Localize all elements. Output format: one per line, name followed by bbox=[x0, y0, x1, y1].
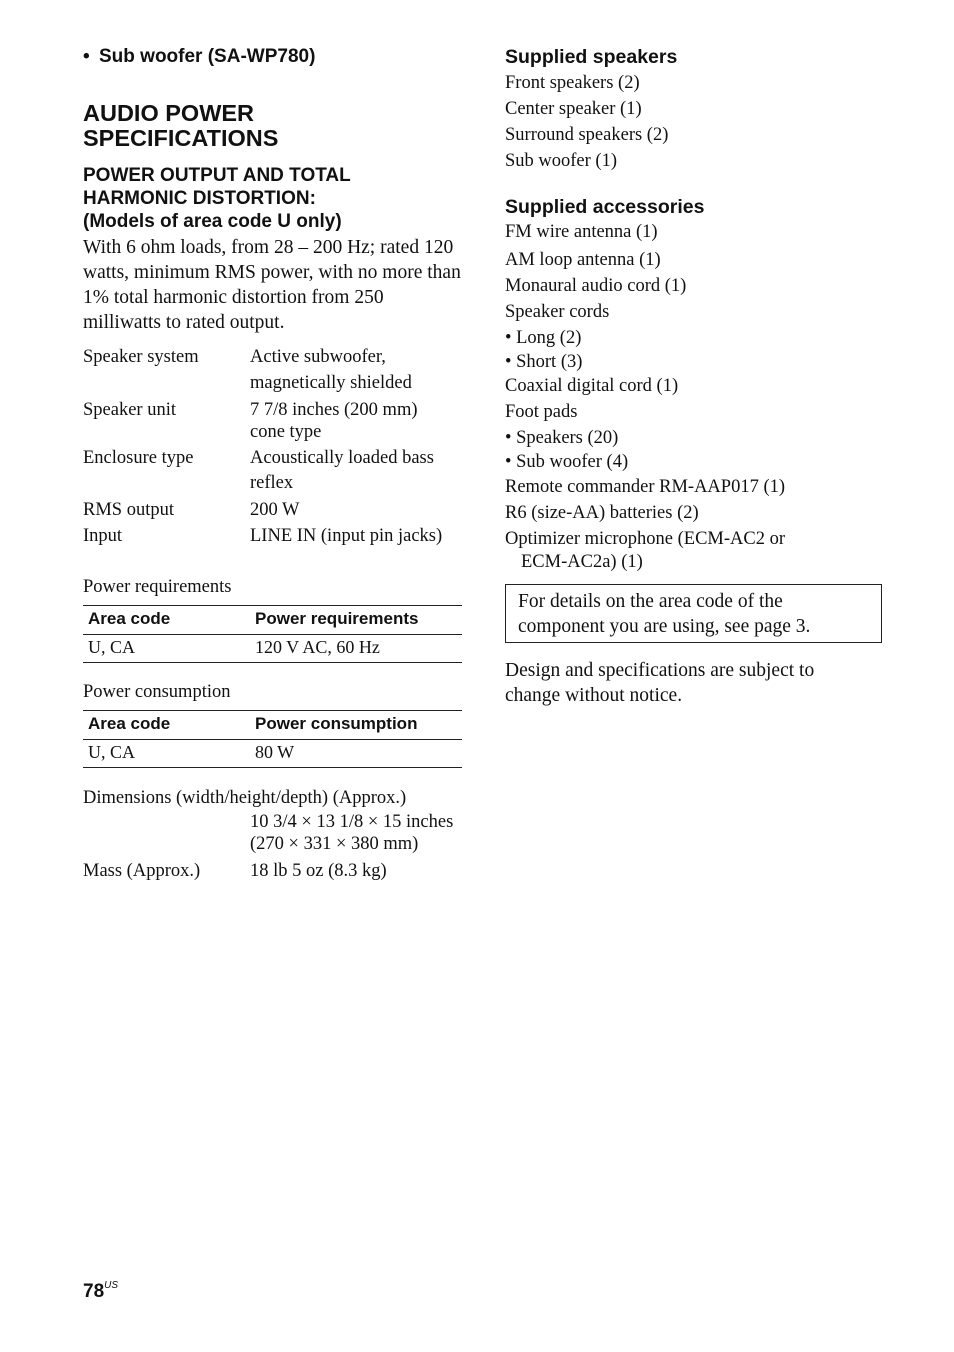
list-item: Monaural audio cord (1) bbox=[505, 276, 687, 296]
supplied-accessories-heading: Supplied accessories bbox=[505, 196, 705, 218]
column-header: Power consumption bbox=[250, 711, 462, 740]
spec-row: Speaker system Active subwoofer, magnetically shielded bbox=[83, 347, 412, 393]
supplied-speakers-heading: Supplied speakers bbox=[505, 46, 678, 68]
spec-row: Input LINE IN (input pin jacks) bbox=[83, 526, 443, 546]
table-row: U, CA 80 W bbox=[83, 740, 462, 768]
area-code-note-box: For details on the area code of the component you are using, see page 3. bbox=[505, 584, 882, 643]
list-item: • Sub woofer (4) bbox=[505, 452, 629, 472]
power-requirements-label: Power requirements bbox=[83, 577, 232, 597]
sub-woofer-heading: • Sub woofer (SA-WP780) bbox=[83, 46, 316, 67]
list-item: Center speaker (1) bbox=[505, 99, 642, 119]
list-item: Foot pads bbox=[505, 402, 578, 422]
spec-row: RMS output 200 W bbox=[83, 500, 300, 520]
page-number: $78^{US}$ bbox=[83, 1280, 119, 1302]
mass-spec: Mass (Approx.) 18 lb 5 oz (8.3 kg) bbox=[83, 861, 387, 881]
list-item: • Long (2) bbox=[505, 328, 582, 348]
dimensions-spec: Dimensions (width/height/depth) (Approx.) 10 3/4 × 13 1/8 × 15 inches (270 × 331 × 380 mm) bbox=[83, 788, 454, 854]
spec-row: Speaker unit 7 7/8 inches (200 mm) cone type bbox=[83, 400, 418, 442]
power-consumption-table bbox=[83, 710, 462, 768]
design-notice: Design and specifications are subject to change without notice. bbox=[505, 660, 815, 706]
supplied-speakers-list bbox=[505, 70, 885, 174]
power-consumption-label: Power consumption bbox=[83, 682, 231, 702]
list-item: Remote commander RM-AAP017 (1) bbox=[505, 477, 786, 497]
supplied-accessories-list bbox=[505, 220, 885, 573]
power-output-paragraph: With 6 ohm loads, from 28 – 200 Hz; rated 120 watts, minimum RMS power, with no more than 1% total harmonic distortion from 250 milliwatts to rated output. bbox=[83, 237, 461, 333]
list-item: FM wire antenna (1) bbox=[505, 222, 658, 242]
power-requirements-table bbox=[83, 605, 462, 663]
list-item: R6 (size-AA) batteries (2) bbox=[505, 503, 699, 523]
list-item: Coaxial digital cord (1) bbox=[505, 376, 679, 396]
power-output-subheading: POWER OUTPUT AND TOTAL HARMONIC DISTORTION: (Models of area code U only) bbox=[83, 165, 351, 232]
list-item: Front speakers (2) bbox=[505, 73, 640, 93]
list-item: Speaker cords bbox=[505, 302, 610, 322]
list-item: AM loop antenna (1) bbox=[505, 250, 661, 270]
column-header: Area code bbox=[83, 711, 250, 740]
spec-row: Enclosure type Acoustically loaded bass reflex bbox=[83, 448, 434, 493]
list-item: Surround speakers (2) bbox=[505, 125, 669, 145]
list-item: Sub woofer (1) bbox=[505, 151, 618, 171]
list-item: ECM-AC2a) (1) bbox=[521, 552, 643, 572]
column-header: Power requirements bbox=[250, 606, 462, 635]
spec-list bbox=[83, 344, 463, 549]
list-item: Optimizer microphone (ECM-AC2 or bbox=[505, 529, 786, 549]
column-header: Area code bbox=[83, 606, 250, 635]
page-suffix: US bbox=[104, 1280, 119, 1291]
list-item: • Short (3) bbox=[505, 352, 583, 372]
list-item: • Speakers (20) bbox=[505, 428, 619, 448]
section-title: AUDIO POWER SPECIFICATIONS bbox=[83, 100, 279, 151]
left-column bbox=[83, 44, 463, 884]
right-column bbox=[505, 44, 885, 573]
table-row: U, CA 120 V AC, 60 Hz bbox=[83, 635, 462, 663]
